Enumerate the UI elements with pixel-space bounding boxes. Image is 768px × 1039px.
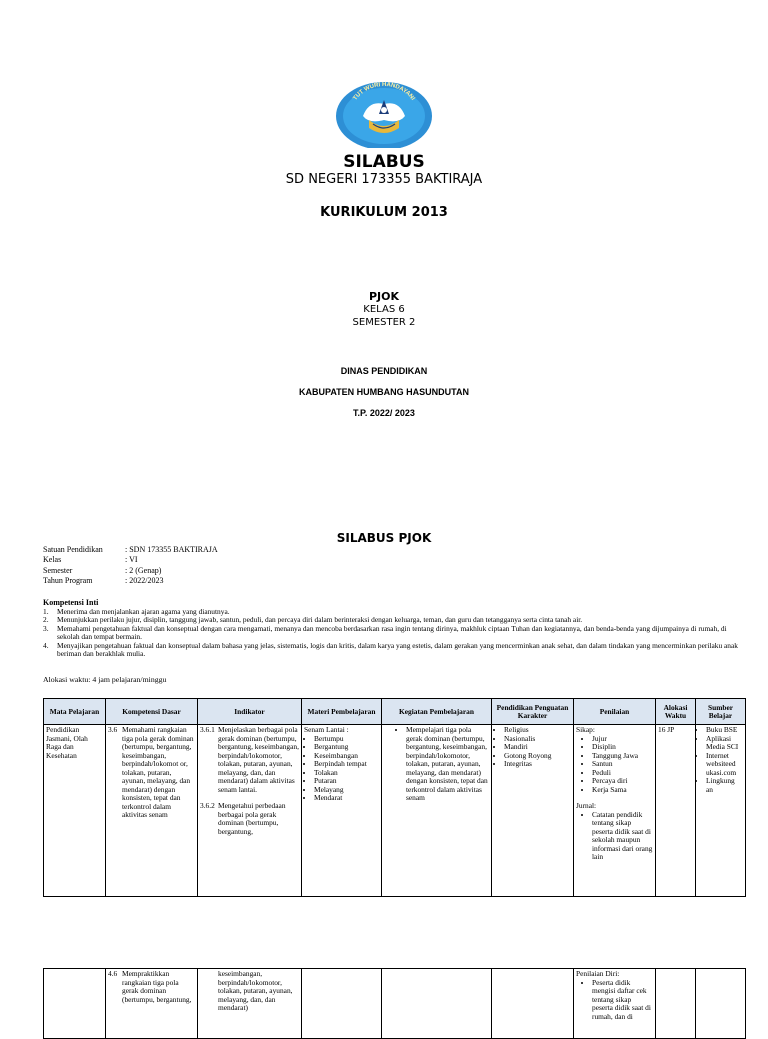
- header-sumber: Sumber Belajar: [696, 699, 746, 725]
- penilaian-title: Penilaian Diri:: [576, 969, 620, 978]
- info-value: : 2022/2023: [125, 575, 164, 585]
- kabupaten-label: KABUPATEN HUMBANG HASUNDUTAN: [299, 387, 469, 397]
- cell-karakter: [492, 969, 574, 1039]
- time-allocation: Alokasi waktu: 4 jam pelajaran/minggu: [43, 675, 167, 684]
- list-item: • Tanggung Jawa: [592, 752, 653, 761]
- table-row: [44, 725, 746, 897]
- list-item: • Keseimbangan: [314, 752, 379, 761]
- ki-text: Memahami pengetahuan faktual dan konseptual dengan cara mengamati, menanya dan mencoba berdasarkan rasa ingin tentang dirinya, makhluk ciptaan Tuhan dan kegiatannya, dan benda-benda yang dijumpainya di rumah, di sekolah dan tempat bermain.: [57, 623, 727, 642]
- kd-text: Mempraktikkan rangkaian tiga pola gerak dominan (bertumpu, bergantung,: [122, 969, 192, 1004]
- cell-materi: [302, 969, 382, 1039]
- cover-title: SILABUS: [343, 152, 425, 172]
- cell-kegiatan: [382, 725, 492, 897]
- kurikulum: KURIKULUM 2013: [320, 205, 448, 220]
- kd-number: 3.6: [108, 725, 118, 734]
- indicator-text: Mengetahui perbedaan berbagai pola gerak dominan (bertumpu, bergantung,: [218, 801, 286, 836]
- jurnal-list: [576, 811, 653, 862]
- info-label: Satuan Pendidikan: [43, 545, 103, 554]
- list-item: • Aplikasi Media SCI: [706, 735, 743, 752]
- ki-title: Kompetensi Inti: [43, 598, 99, 607]
- ki-number: 3.: [43, 623, 49, 633]
- list-item: • Santun: [592, 760, 653, 769]
- info-label: Tahun Program: [43, 575, 93, 585]
- list-item: • Berpindah tempat: [314, 760, 379, 769]
- list-item: • Bertumpu: [314, 735, 379, 744]
- cell-mapel: [44, 969, 106, 1039]
- kegiatan-list: [384, 726, 489, 803]
- cell-materi: [302, 725, 382, 897]
- syllabus-table-continued: [43, 968, 746, 1039]
- school-year: T.P. 2022/ 2023: [353, 408, 415, 418]
- cell-indikator: [198, 969, 302, 1039]
- cell-sumber: [696, 969, 746, 1039]
- syllabus-heading: SILABUS PJOK: [336, 531, 432, 545]
- kd-number: 4.6: [108, 969, 118, 978]
- cell-kd: [106, 969, 198, 1039]
- penilaian-list: [576, 979, 653, 1022]
- cell-sumber: [696, 725, 746, 897]
- list-item: • Mempelajari tiga pola gerak dominan (bertumpu, bergantung, keseimbangan, berpindah/lokomotor, tolakan, putaran, ayunan, melayang, dan mendarat) dengan konsisten, tepat dan terkontrol dalam aktivitas senam: [406, 726, 489, 803]
- header-kompetensi-dasar: Kompetensi Dasar: [106, 699, 198, 725]
- subject-name: PJOK: [368, 290, 400, 303]
- info-label: Semester: [43, 565, 73, 575]
- cell-karakter: [492, 725, 574, 897]
- list-item: • Tolakan: [314, 769, 379, 778]
- list-item: • Peduli: [592, 769, 653, 778]
- info-row: [43, 576, 218, 586]
- ki-list: [43, 608, 743, 658]
- info-label: Kelas: [43, 555, 62, 565]
- list-item: • Lingkung an: [706, 777, 743, 794]
- karakter-list: [494, 726, 571, 769]
- indicator-text: keseimbangan, berpindah/lokomotor, tolakan, putaran, ayunan, melayang, dan, dan mendarat): [218, 969, 293, 1012]
- cell-penilaian: [574, 969, 656, 1039]
- indicator-number: 3.6.1: [200, 725, 215, 734]
- info-row: [43, 545, 218, 555]
- syllabus-table: [43, 698, 746, 897]
- list-item: • Disiplin: [592, 743, 653, 752]
- cell-alokasi: 16 JP: [656, 725, 696, 897]
- list-item: • Religius: [504, 726, 571, 735]
- school-name: SD NEGERI 173355 BAKTIRAJA: [285, 172, 483, 187]
- list-item: • Gotong Royong: [504, 752, 571, 761]
- list-item: • Bergantung: [314, 743, 379, 752]
- list-item: • Melayang: [314, 786, 379, 795]
- semester-label: SEMESTER 2: [352, 317, 416, 328]
- table-header-row: [44, 699, 746, 725]
- list-item: • Putaran: [314, 777, 379, 786]
- list-item: • Integritas: [504, 760, 571, 769]
- indicator-text: Menjelaskan berbagai pola gerak dominan (bertumpu, bergantung, keseimbangan, berpindah/lokomotor, tolakan, putaran, ayunan, melayang, dan, dan mendarat) dalam aktivitas senam lantai.: [218, 725, 299, 794]
- kd-text: Memahami rangkaian tiga pola gerak dominan (bertumpu, bergantung, keseimbangan, berpindah/lokomot or, tolakan, putaran, ayunan, melayang, dan mendarat) dengan konsisten, tepat dan terkontrol dalam aktivitas senam: [122, 725, 194, 819]
- cell-penilaian: [574, 725, 656, 897]
- info-row: [43, 555, 218, 565]
- list-item: • Jujur: [592, 735, 653, 744]
- ki-number: 4.: [43, 640, 49, 650]
- tut-wuri-handayani-logo: [333, 80, 435, 148]
- materi-list: [304, 735, 379, 803]
- sikap-title: Sikap:: [576, 725, 595, 734]
- list-item: • Internet websiteed ukasi.com: [706, 752, 743, 778]
- school-info: [43, 545, 218, 586]
- list-item: • Peserta didik mengisi daftar cek tentang sikap peserta didik saat di rumah, dan di: [592, 979, 653, 1022]
- cell-kd: [106, 725, 198, 897]
- dinas-label: DINAS PENDIDIKAN: [340, 366, 428, 376]
- ki-text: Menunjukkan perilaku jujur, disiplin, tanggung jawab, santun, peduli, dan percaya diri dalam berinteraksi dengan keluarga, teman, dan guru dan tetangganya serta cinta tanah air.: [57, 615, 583, 625]
- list-item: • Buku BSE: [706, 726, 743, 735]
- info-value: : VI: [125, 555, 138, 565]
- table-row: [44, 969, 746, 1039]
- list-item: • Nasionalis: [504, 735, 571, 744]
- info-row: [43, 566, 218, 576]
- indicator-number: 3.6.2: [200, 801, 215, 810]
- info-value: : 2 (Genap): [125, 565, 162, 575]
- header-mata-pelajaran: Mata Pelajaran: [44, 699, 106, 725]
- cell-kegiatan: [382, 969, 492, 1039]
- ki-item: [43, 625, 743, 642]
- list-item: • Mendarat: [314, 794, 379, 803]
- ki-number: 2.: [43, 615, 49, 625]
- class-label: KELAS 6: [363, 304, 405, 315]
- materi-title: Senam Lantai :: [304, 725, 349, 734]
- header-alokasi: Alokasi Waktu: [656, 699, 696, 725]
- header-materi: Materi Pembelajaran: [302, 699, 382, 725]
- cell-indikator: [198, 725, 302, 897]
- ki-number: 1.: [43, 607, 49, 616]
- cell-mapel: Pendidikan Jasmani, Olah Raga dan Kesehatan: [44, 725, 106, 897]
- ki-text: Menyajikan pengetahuan faktual dan konseptual dalam bahasa yang jelas, sistematis, logis dan kritis, dalam karya yang estetis, dalam gerakan yang mencerminkan anak sehat, dan dalam tindakan yang mencerminkan perilaku anak beriman dan berakhlak mulia.: [57, 640, 738, 659]
- header-karakter: Pendidikan Penguatan Karakter: [492, 699, 574, 725]
- cell-alokasi: [656, 969, 696, 1039]
- list-item: • Kerja Sama: [592, 786, 653, 795]
- ki-item: [43, 642, 743, 659]
- header-kegiatan: Kegiatan Pembelajaran: [382, 699, 492, 725]
- sikap-list: [576, 735, 653, 795]
- list-item: • Percaya diri: [592, 777, 653, 786]
- list-item: • Catatan pendidik tentang sikap peserta didik saat di sekolah maupun informasi dari orang lain: [592, 811, 653, 862]
- info-value: : SDN 173355 BAKTIRAJA: [125, 545, 218, 554]
- ki-text: Menerima dan menjalankan ajaran agama yang dianutnya.: [57, 607, 230, 616]
- jurnal-title: Jurnal:: [576, 801, 597, 810]
- header-penilaian: Penilaian: [574, 699, 656, 725]
- logo-motto: TUT WURI HANDAYANI: [352, 81, 416, 102]
- sumber-list: [698, 726, 743, 794]
- list-item: • Mandiri: [504, 743, 571, 752]
- header-indikator: Indikator: [198, 699, 302, 725]
